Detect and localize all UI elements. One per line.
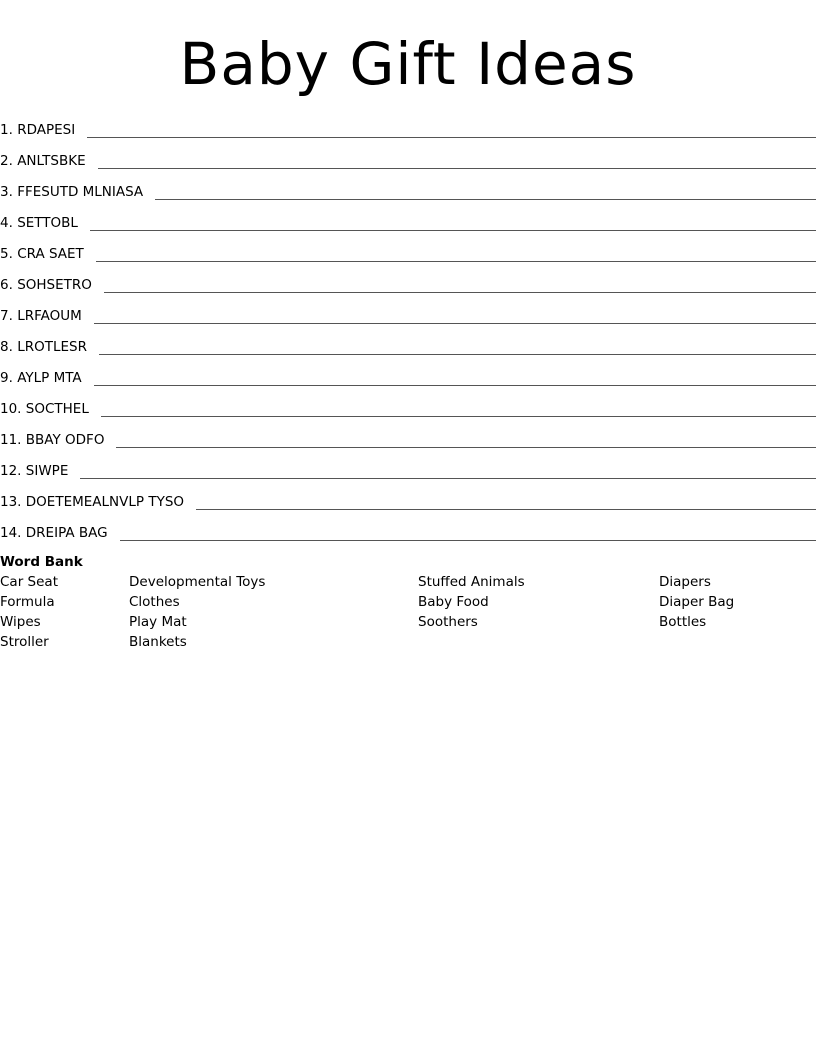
puzzle-number: 10. — [0, 401, 22, 417]
scrambled-word — [0, 522, 120, 544]
puzzle-row — [0, 141, 816, 172]
scrambled-letters: ANLTSBKE — [17, 153, 86, 169]
word-bank-item: Soothers — [418, 614, 478, 630]
puzzle-row — [0, 482, 816, 513]
puzzle-row — [0, 513, 816, 544]
answer-line[interactable] — [94, 384, 816, 386]
word-bank-item: Play Mat — [129, 614, 187, 630]
scrambled-letters: RDAPESI — [17, 122, 76, 138]
word-bank-item: Bottles — [659, 614, 707, 630]
answer-line[interactable] — [99, 353, 816, 355]
scrambled-letters: AYLP MTA — [17, 370, 82, 386]
word-bank-item: Blankets — [129, 634, 187, 650]
puzzle-row — [0, 172, 816, 203]
answer-line[interactable] — [104, 291, 816, 293]
puzzle-row — [0, 327, 816, 358]
answer-line[interactable] — [94, 322, 816, 324]
puzzle-number: 3. — [0, 184, 13, 200]
answer-line[interactable] — [98, 167, 816, 169]
word-bank-item: Car Seat — [0, 574, 58, 590]
puzzle-row — [0, 265, 816, 296]
scrambled-letters: SIWPE — [25, 463, 69, 479]
puzzle-number: 12. — [0, 463, 22, 479]
answer-line[interactable] — [101, 415, 816, 417]
answer-line[interactable] — [90, 229, 816, 231]
scrambled-word — [0, 398, 101, 420]
scrambled-letters: DREIPA BAG — [25, 525, 108, 541]
word-bank-item: Diapers — [659, 574, 711, 590]
word-bank-item: Baby Food — [418, 594, 489, 610]
word-bank-item — [418, 632, 659, 652]
scrambled-letters: SETTOBL — [17, 215, 78, 231]
answer-line[interactable] — [116, 446, 816, 448]
scrambled-word — [0, 367, 94, 389]
puzzle-number: 9. — [0, 370, 13, 386]
word-bank-item — [659, 632, 816, 652]
puzzle-row — [0, 389, 816, 420]
word-bank-item: Stuffed Animals — [418, 574, 525, 590]
scrambled-word — [0, 274, 104, 296]
scrambled-word — [0, 150, 98, 172]
scrambled-letters: SOCTHEL — [25, 401, 89, 417]
puzzle-row — [0, 203, 816, 234]
puzzle-row — [0, 451, 816, 482]
word-bank-item: Formula — [0, 594, 55, 610]
puzzle-row — [0, 110, 816, 141]
scrambled-word — [0, 119, 87, 141]
scrambled-word — [0, 243, 96, 265]
word-bank-item: Clothes — [129, 594, 180, 610]
answer-line[interactable] — [196, 508, 816, 510]
word-bank-item: Diaper Bag — [659, 594, 735, 610]
scrambled-word — [0, 429, 116, 451]
word-bank-grid — [0, 572, 816, 652]
word-bank-item: Wipes — [0, 614, 41, 630]
scrambled-letters: BBAY ODFO — [25, 432, 105, 448]
word-bank-item: Stroller — [0, 634, 49, 650]
scrambled-letters: DOETEMEALNVLP TYSO — [25, 494, 185, 510]
puzzle-number: 11. — [0, 432, 22, 448]
puzzle-number: 6. — [0, 277, 13, 293]
puzzle-row — [0, 358, 816, 389]
scrambled-word — [0, 491, 196, 513]
answer-line[interactable] — [80, 477, 816, 479]
puzzle-number: 7. — [0, 308, 13, 324]
word-bank-item: Developmental Toys — [129, 574, 266, 590]
scrambled-word — [0, 212, 90, 234]
puzzle-number: 4. — [0, 215, 13, 231]
scrambled-letters: LROTLESR — [17, 339, 87, 355]
puzzle-number: 13. — [0, 494, 22, 510]
answer-line[interactable] — [96, 260, 816, 262]
word-bank-title: Word Bank — [0, 554, 83, 570]
puzzle-list — [0, 110, 816, 544]
scrambled-letters: LRFAOUM — [17, 308, 82, 324]
answer-line[interactable] — [87, 136, 816, 138]
puzzle-row — [0, 420, 816, 451]
puzzle-number: 8. — [0, 339, 13, 355]
scrambled-word — [0, 181, 155, 203]
answer-line[interactable] — [155, 198, 816, 200]
scrambled-word — [0, 336, 99, 358]
puzzle-number: 5. — [0, 246, 13, 262]
answer-line[interactable] — [120, 539, 816, 541]
scrambled-letters: SOHSETRO — [17, 277, 92, 293]
word-bank — [0, 552, 816, 652]
scrambled-word — [0, 460, 80, 482]
page-title: Baby Gift Ideas — [179, 30, 637, 98]
scrambled-letters: FFESUTD MLNIASA — [17, 184, 144, 200]
puzzle-number: 1. — [0, 122, 13, 138]
scrambled-word — [0, 305, 94, 327]
puzzle-row — [0, 296, 816, 327]
scrambled-letters: CRA SAET — [17, 246, 84, 262]
puzzle-row — [0, 234, 816, 265]
puzzle-number: 14. — [0, 525, 22, 541]
puzzle-number: 2. — [0, 153, 13, 169]
